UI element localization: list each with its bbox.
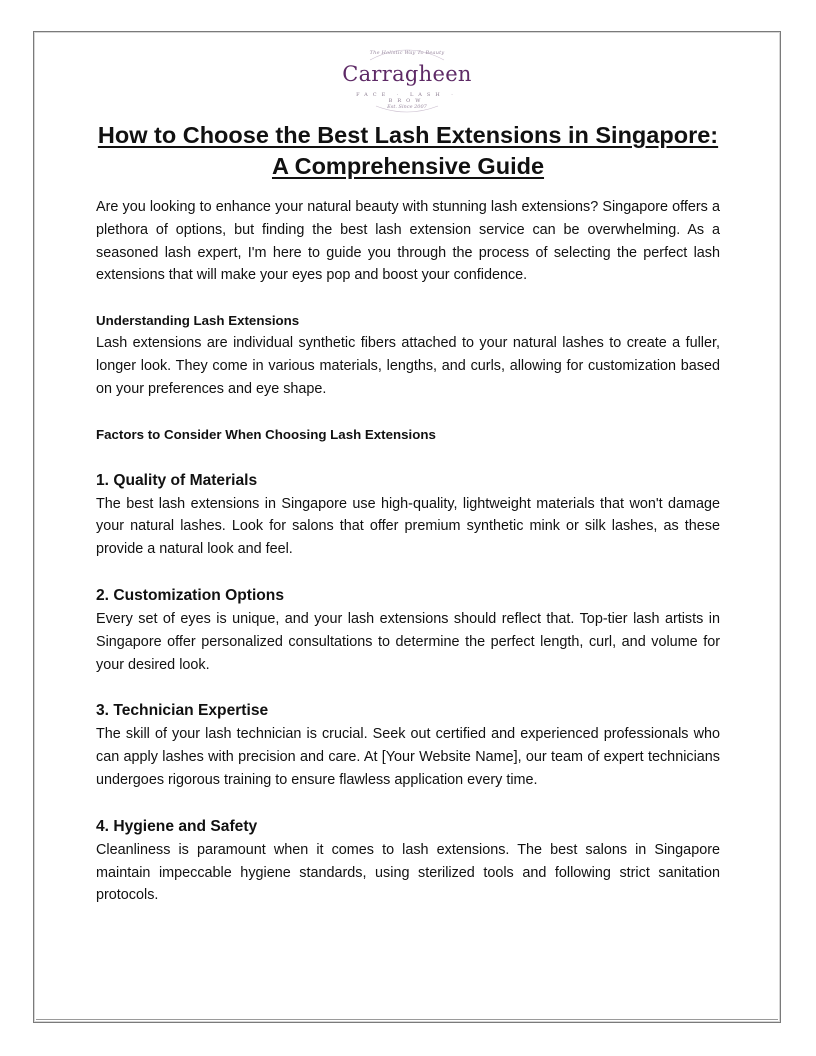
section-heading-expertise: 3. Technician Expertise (96, 702, 269, 720)
logo-brand-name: Carragheen (342, 62, 472, 86)
article-body (96, 196, 720, 907)
understanding-paragraph: Lash extensions are individual synthetic fibers attached to your natural lashes to create a fuller, longer look. They come in various materials, lengths, and curls, allowing for customization based on your preferences and eye shape. (96, 335, 720, 397)
page-title: How to Choose the Best Lash Extensions in Singapore: A Comprehensive Guide (97, 122, 719, 179)
section-heading-hygiene: 4. Hygiene and Safety (96, 817, 258, 835)
logo-tagline: The Holistic Way To Beauty (369, 50, 445, 56)
understanding-heading: Understanding Lash Extensions (96, 313, 300, 329)
section-heading-quality: 1. Quality of Materials (96, 471, 258, 489)
carragheen-logo (340, 44, 474, 120)
factors-heading: Factors to Consider When Choosing Lash Extensions (96, 426, 436, 442)
section-text-hygiene: Cleanliness is paramount when it comes to lash extensions. The best salons in Singapore maintain impeccable hygiene standards, using sterilized tools and following strict sanitation protocols. (96, 841, 720, 904)
logo-subline: FACE · LASH · BROW (356, 92, 458, 104)
intro-paragraph: Are you looking to enhance your natural beauty with stunning lash extensions? Singapore offers a plethora of options, but finding the best lash extension service can be overwhelming. As a seasoned lash expert, I'm here to guide you through the process of selecting the perfect lash extensions that will make your eyes pop and boost your confidence. (96, 199, 720, 284)
section-text-quality: The best lash extensions in Singapore use high-quality, lightweight materials that won't damage your natural lashes. Look for salons that offer premium synthetic mink or silk lashes, as these provide a natural look and feel. (96, 495, 720, 558)
section-text-expertise: The skill of your lash technician is crucial. Seek out certified and experienced professionals who can apply lashes with precision and care. At [Your Website Name], our team of expert technicians undergoes rigorous training to ensure flawless application every time. (96, 726, 720, 788)
section-heading-customization: 2. Customization Options (96, 586, 284, 604)
section-text-customization: Every set of eyes is unique, and your lash extensions should reflect that. Top-tier lash artists in Singapore offer personalized consultations to determine the perfect length, curl, and volume for your desired look. (96, 610, 720, 673)
logo-established: Est. Since 2007 (387, 104, 427, 110)
